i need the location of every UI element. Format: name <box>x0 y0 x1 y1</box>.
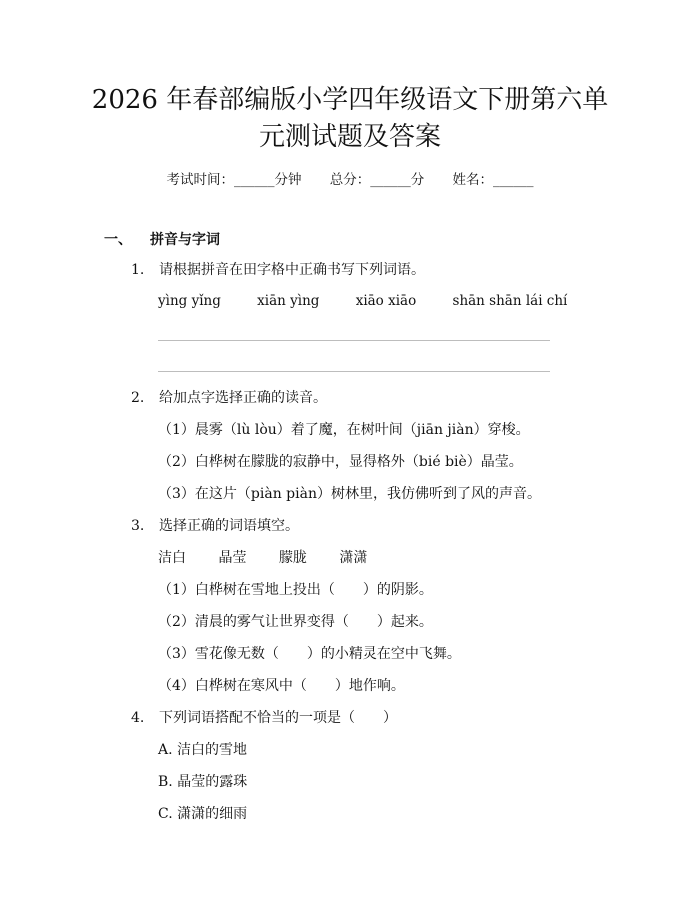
exam-name: 姓名：______ <box>452 172 534 188</box>
question-text: 请根据拼音在田字格中正确书写下列词语。 <box>159 262 425 278</box>
exam-meta <box>0 168 700 188</box>
answer-option-a: A. 洁白的雪地 <box>158 742 248 758</box>
question-item: （2）清晨的雾气让世界变得（ ）起来。 <box>158 614 433 630</box>
answer-option-c: C. 潇潇的细雨 <box>158 806 248 822</box>
section-number: 一、 <box>104 232 132 248</box>
question-text: 下列词语搭配不恰当的一项是（ ） <box>159 710 397 726</box>
question-1 <box>131 259 425 281</box>
question-number: 4. <box>131 710 145 726</box>
pinyin-item: shān shān lái chí <box>452 293 568 309</box>
question-item: （1）晨雾（lù lòu）着了魔，在树叶间（jiān jiàn）穿梭。 <box>158 422 530 438</box>
section-heading <box>104 229 220 249</box>
word-bank-item: 潇潇 <box>339 550 368 566</box>
question-item: （2）白桦树在朦胧的寂静中，显得格外（bié biè）晶莹。 <box>158 454 523 470</box>
question-item: （3）在这片（piàn piàn）树林里，我仿佛听到了风的声音。 <box>158 486 541 502</box>
question-item: （3）雪花像无数（ ）的小精灵在空中飞舞。 <box>158 646 461 662</box>
doc-title-line1: 2026 年春部编版小学四年级语文下册第六单 <box>91 85 609 115</box>
answer-line <box>158 371 550 372</box>
pinyin-item: yìng yǐng <box>158 293 221 309</box>
question-number: 1. <box>131 262 145 278</box>
question-3 <box>131 515 299 537</box>
pinyin-row <box>158 293 599 309</box>
question-number: 2. <box>131 390 145 406</box>
exam-score: 总分：______分 <box>329 172 425 188</box>
answer-option-b: B. 晶莹的露珠 <box>158 774 248 790</box>
question-2 <box>131 387 327 409</box>
answer-line <box>158 340 550 341</box>
question-item: （1）白桦树在雪地上投出（ ）的阴影。 <box>158 582 433 598</box>
question-4 <box>131 707 397 729</box>
question-text: 给加点字选择正确的读音。 <box>159 390 327 406</box>
question-item: （4）白桦树在寒风中（ ）地作响。 <box>158 678 405 694</box>
pinyin-item: xiān yìng <box>257 293 320 309</box>
question-number: 3. <box>131 518 145 534</box>
doc-title-line2: 元测试题及答案 <box>258 122 441 152</box>
section-title: 拼音与字词 <box>150 232 220 248</box>
exam-time: 考试时间：______分钟 <box>166 172 302 188</box>
word-bank-item: 朦胧 <box>278 550 307 566</box>
question-text: 选择正确的词语填空。 <box>159 518 299 534</box>
word-bank-item: 洁白 <box>158 550 186 566</box>
pinyin-item: xiāo xiāo <box>355 293 417 309</box>
word-bank <box>158 547 395 569</box>
word-bank-item: 晶莹 <box>218 550 247 566</box>
